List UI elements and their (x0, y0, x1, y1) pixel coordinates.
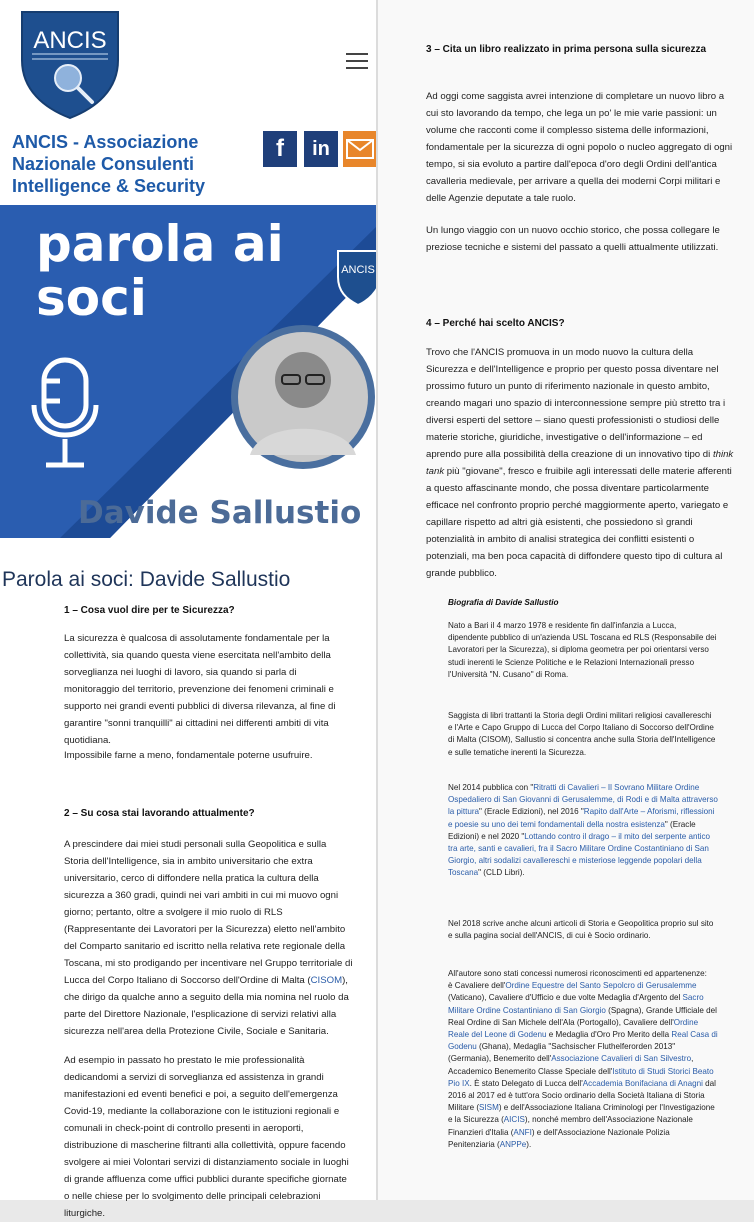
bio-link-9[interactable]: AICIS (503, 1115, 525, 1125)
hero-name: Davide Sallustio (78, 495, 362, 531)
answer-1-p2: Impossibile farne a meno, fondamentale poterne usufruire. (64, 750, 313, 761)
bio-p2: Saggista di libri trattanti la Storia degli Ordini militari religiosi cavallereschi e l'Arte e Capo Gruppo di Lucca del Corpo Italiano di Soccorso dell'Ordine di Malta (CISOM), Sallustio si concentra anche sulla Storia dell'Intelligence e sulle tematiche inerenti la Sicurezza. (448, 711, 716, 757)
menu-icon[interactable] (346, 53, 368, 71)
bio-link-2[interactable]: Sacro Militare Ordine Costantiniano di San Giorgio (448, 993, 704, 1015)
question-2: 2 – Su cosa stai lavorando attualmente? (64, 808, 255, 819)
question-1: 1 – Cosa vuol dire per te Sicurezza? (64, 605, 235, 616)
question-4: 4 – Perché hai scelto ANCIS? (426, 318, 565, 329)
bio-p5: All'autore sono stati concessi numerosi riconoscimenti ed appartenenze: è Cavaliere dell'Ordine Equestre del Santo Sepolcro di Gerusalemme (Vaticano), Cavaliere d'Ufficio e due volte Medaglia d'Argento del Sacro Militare Ordine Costantiniano di San Giorgio (Spagna), Grande Ufficiale del Real Ordine di San Michele dell'Ala (Portogallo), Cavaliere dell'Ordine Reale del Leone di Godenu e Medaglia d'Oro Pro Merito della Real Casa di Godenu (Ghana), Medaglia "Sachsischer Fluthelferorden 2013" (Germania), Benemerito dell'Associazione Cavalieri di San Silvestro, Accademico Benemerito Classe Speciale dell'Istituto di Studi Storici Beato Pio IX. È stato Delegato di Lucca dell'Accademia Bonifaciana di Anagni dal 2016 al 2017 ed è tutt'ora Socio ordinario della Società Italiana di Storia Militare (SISM) e dell'Associazione Italiana Criminologi per l'Investigazione e la Sicurezza (AICIS), nonché membro dell'Associazione Nazionale Finanzieri d'Italia (ANFI) e dell'Associazione Nazionale Polizia Penitenziaria (ANPPe). (448, 969, 718, 1149)
answer-3-p2: Un lungo viaggio con un nuovo occhio storico, che possa collegare le preziose tecniche e sistemi del passato a quelli attualmente utilizzati. (426, 225, 720, 253)
ancis-logo[interactable] (18, 8, 122, 120)
bio-p3: Nel 2014 pubblica con "Ritratti di Cavalieri – Il Sovrano Militare Ordine Ospedaliero di San Giovanni di Gerusalemme, di Rodi e di Malta attraverso la pittura" (Eracle Edizioni), nel 2016 "Rapito dall'Arte – Aforismi, riflessioni e poesie su uno dei temi fondamentali della nostra esistenza" (Eracle Edizioni) e nel 2020 "Lottando contro il drago – il mito del serpente antico tra arte, santi e cavalieri, fra il Sacro Militare Ordine Costantiniano di San Giorgio, altri sodalizi cavallereschi e misteriose leggende popolari della Toscana" (CLD Libri). (448, 783, 718, 878)
badge-text: ANCIS (341, 264, 375, 276)
answer-3-p1: Ad oggi come saggista avrei intenzione di completare un nuovo libro a cui sto lavorando da tempo, che lega un po' le mie varie passioni: un volume che racconti come il complesso sistema delle informazioni, fondamentale per la sicurezza di ogni popolo o nucleo aggregato di ogni tempo, si sia evoluto a partire dall'epoca d'oro degli Ordini dell'antica cavalleria medievale, per arrivare a quella dei moderni Corpi militari e delle Agenzie deputate a tale ruolo. (426, 91, 733, 204)
right-panel (378, 0, 754, 1200)
bio-link-6[interactable]: Istituto di Studi Storici Beato Pio IX (448, 1066, 714, 1088)
bio-heading: Biografia di Davide Sallustio (448, 598, 559, 607)
answer-2-p1: A prescindere dai miei studi personali sulla Geopolitica e sulla Storia dell'Intelligence, sia in ambito universitario che extra universitario, cerco di diffondere nella pratica la cultura della sicurezza a 360 gradi, quindi nei vari ambiti in cui mi muovo ogni giorno; pertanto, oltre a svolgere il mio ruolo di RLS (Rappresentante dei Lavoratori per la Sicurezza) eletto nell'ambito del Comparto sanitario ed iscritto nella relativa rete regionale della Toscana, mi sto prodigando per incentivare nel Gruppo territoriale di Lucca del Corpo Italiano di Soccorso dell'Ordine di Malta (CISOM), che dirigo da qualche anno a seguito della mia nomina nel ruolo da parte del Direttore Nazionale, l'esplicazione di servizi relativi alla sicurezza nell'area della Protezione Civile, Sociale e Sanitaria. (64, 839, 353, 1037)
question-3: 3 – Cita un libro realizzato in prima persona sulla sicurezza (426, 44, 707, 55)
bio-link-1[interactable]: Ordine Equestre del Santo Sepolcro di Gerusalemme (505, 981, 697, 991)
bio-p4: Nel 2018 scrive anche alcuni articoli di Storia e Geopolitica proprio sul sito e sulla pagina social dell'ANCIS, di cui è Socio ordinario. (448, 919, 714, 941)
facebook-icon[interactable]: f (263, 131, 297, 167)
book-link-3[interactable]: Lottando contro il drago – il mito del serpente antico tra arte, santi e cavalieri, fra il Sacro Militare Ordine Costantiniano di San Giorgio, altri sodalizi cavallereschi e misteriose leggende popolari della Toscana (448, 831, 711, 878)
logo-text: ANCIS (33, 27, 107, 54)
article-title: Parola ai soci: Davide Sallustio (2, 568, 291, 591)
bio-link-5[interactable]: Associazione Cavalieri di San Silvestro (551, 1054, 692, 1064)
bio-link-4[interactable]: Real Casa di Godenu (448, 1030, 718, 1052)
answer-4: Trovo che l'ANCIS promuova in un modo nuovo la cultura della Sicurezza e dell'Intelligence e proprio per questo possa diventare nel prossimo futuro un punto di riferimento nazionale in questo ambito, creando magari uno spazio di interconnessione sempre più stretto tra i diversi esperti del settore – siano questi professionisti o studiosi delle materie storiche, giuridiche, investigative o dell'informazione – ed aprendo pure alla possibilità della creazione di un innovativo tipo di think tank più "giovane", fresco e fruibile agli interessati delle materie afferenti a questo affascinante mondo, che possa diventare particolarmente efficace nel confronto proprio perché maggiormente aperto, variegato e capillare rispetto ad altri già esistenti, che possiedono sì grandi potenzialità in ambito di analisi strategica dei conflitti esistenti o potenziali, ma ben poca capacità di diffondere questo tipo di cultura al grande pubblico. (426, 347, 734, 579)
mail-icon[interactable] (343, 131, 377, 167)
cisom-link[interactable]: CISOM (310, 975, 343, 986)
bio-link-8[interactable]: SISM (479, 1103, 499, 1113)
bio-link-3[interactable]: Ordine Reale del Leone di Godenu (448, 1017, 699, 1040)
linkedin-icon[interactable]: in (304, 131, 338, 167)
site-title[interactable]: ANCIS - Associazione Nazionale Consulenti Intelligence & Security (12, 132, 206, 196)
book-link-2[interactable]: Rapito dall'Arte – Aforismi, riflessioni e poesie su uno dei temi fondamentali della nostra esistenza (448, 807, 715, 829)
hero-headline-1: parola ai (36, 215, 284, 273)
answer-2-p2: Ad esempio in passato ho prestato le mie professionalità dedicandomi a servizi di sorveglianza ed assistenza in grandi manifestazioni ed eventi benefici e poi, a seguito dell'emergenza Covid-19, mediante la collaborazione con le istituzioni regionali e comunali in check-point di controllo presenti in aeroporti, distribuzione di mascherine filtranti alla collettività, oppure facendo svolgere ai miei Volontari servizi di distanziamento sociale in luoghi di grande affluenza come uffici pubblici durante specifiche giornate o nelle chiese per lo svolgimento delle principali celebrazioni liturgiche. (64, 1055, 349, 1219)
bio-link-10[interactable]: ANFI (513, 1127, 532, 1137)
answer-1-p1: La sicurezza è qualcosa di assolutamente fondamentale per la collettività, sia quando questa viene esercitata nell'ambito della sorveglianza nei luoghi di lavoro, sia quando si parla di monitoraggio del territorio, prevenzione dei fenomeni criminali e supporto nei grandi eventi pubblici di diversa rilevanza, al fine di garantire "sonni tranquilli" ai cittadini nei differenti ambiti di vita quotidiana. (64, 633, 336, 746)
bio-link-7[interactable]: Accademia Bonifaciana di Anagni (582, 1078, 703, 1088)
bio-p1: Nato a Bari il 4 marzo 1978 e residente fin dall'infanzia a Lucca, dipendente pubblico di un'azienda USL Toscana ed RLS (Responsabile dei Lavoratori per la Sicurezza), si diploma geometra per poi orientarsi verso studi inerenti le Scienze Politiche e le Relazioni Internazionali presso l'Università "N. Cusano" di Roma. (448, 621, 717, 679)
hero-headline-2: soci (36, 269, 147, 327)
book-link-1[interactable]: Ritratti di Cavalieri – Il Sovrano Militare Ordine Ospedaliero di San Giovanni di Gerusalemme, di Rodi e di Malta attraverso la pittura (448, 783, 718, 817)
bio-link-11[interactable]: ANPPe (499, 1139, 527, 1149)
hero-banner (0, 205, 378, 538)
